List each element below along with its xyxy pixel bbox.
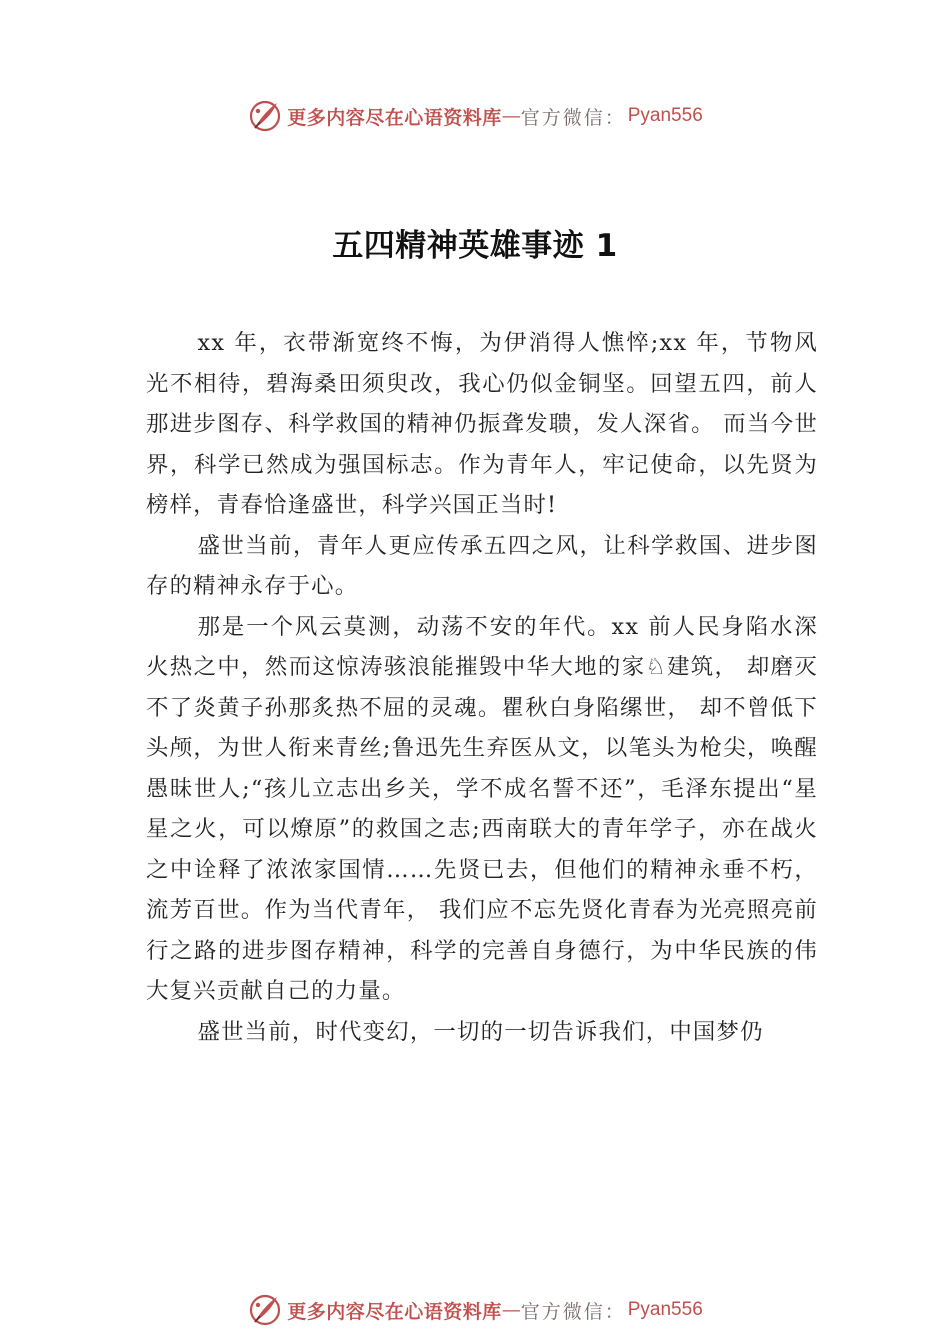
- paragraph-4: 盛世当前，时代变幻，一切的一切告诉我们，中国梦仍: [197, 1018, 764, 1045]
- header-wechat-id: Pyan556: [627, 105, 703, 126]
- header-dash: —: [501, 105, 521, 127]
- header-watermark: [0, 96, 950, 136]
- document-body: [146, 323, 818, 1052]
- footer-wechat-label: 官方微信：: [520, 1300, 626, 1323]
- paragraph-2: 盛世当前，青年人更应传承五四之风，让科学救国、进步图存的精神永存于心。: [146, 532, 818, 599]
- footer-wechat-id: Pyan556: [627, 1299, 703, 1320]
- paragraph-1: xx 年，衣带渐宽终不悔，为伊消得人憔悴;xx 年，节物风光不相待，碧海桑田须臾改，我心仍似金铜坚。回望五四，前人那进步图存、科学救国的精神仍振聋发聩，发人深省。 而当今世界，科学已然成为强国标志。作为青年人，牢记使命，以先贤为榜样，青春恰逢盛世，科学兴国正当时!: [146, 330, 818, 518]
- document-title: 五四精神英雄事迹 1: [332, 228, 618, 264]
- quill-pen-logo-icon: [247, 98, 283, 134]
- quill-pen-logo-icon: [247, 1292, 283, 1328]
- header-brand-text: 更多内容尽在心语资料库: [287, 106, 502, 129]
- footer-dash: —: [501, 1299, 521, 1321]
- paragraph-3: 那是一个风云莫测，动荡不安的年代。xx 前人民身陷水深火热之中，然而这惊涛骇浪能摧毁中华大地的家♘建筑， 却磨灭不了炎黄子孙那炙热不屈的灵魂。瞿秋白身陷缧世， 却不曾低下头颅，为世人衔来青丝;鲁迅先生弃医从文，以笔头为枪尖，唤醒愚昧世人;“孩儿立志出乡关，学不成名誓不还”，毛泽东提出“星星之火，可以燎原”的救国之志;西南联大的青年学子，亦在战火之中诠释了浓浓家国情……先贤已去，但他们的精神永垂不朽，流芳百世。作为当代青年， 我们应不忘先贤化青春为光亮照亮前行之路的进步图存精神，科学的完善自身德行，为中华民族的伟大复兴贡献自己的力量。: [146, 613, 818, 1004]
- header-wechat-label: 官方微信：: [520, 106, 626, 129]
- footer-watermark: [0, 1290, 950, 1330]
- footer-brand-text: 更多内容尽在心语资料库: [287, 1300, 502, 1323]
